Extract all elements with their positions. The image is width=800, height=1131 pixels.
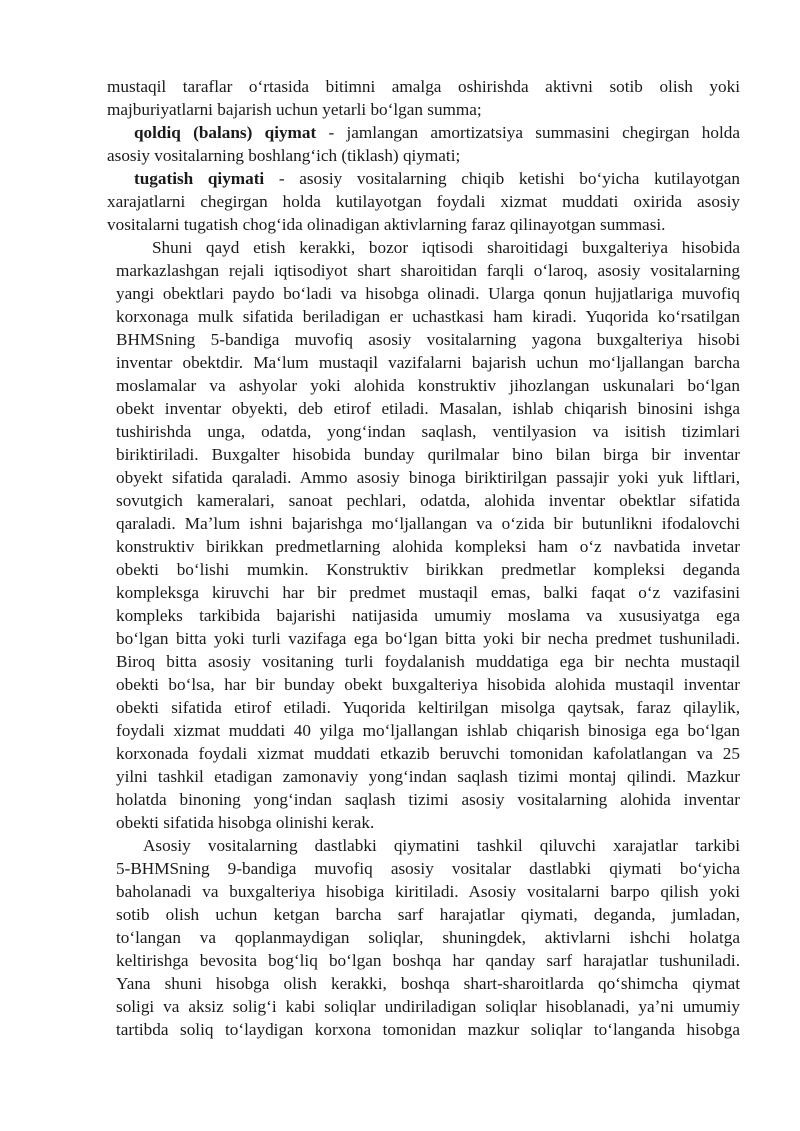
text-line: Yana shuni hisobga olish kerakki, boshqa shart-sharoitlarda qoʻshimcha qiymat <box>116 974 740 993</box>
text-line: asosiy vositalarning boshlangʻich (tiklash) qiymati; <box>107 146 461 165</box>
text-line: kompleksga kiruvchi har bir predmet mustaqil emas, balki faqat oʻz vazifasini <box>116 583 740 602</box>
text-line: baholanadi va buxgalteriya hisobiga kiritiladi. Asosiy vositalarni barpo qilish yoki <box>116 882 740 901</box>
text-line: obekti boʻlsa, har bir bunday obekt buxgalteriya hisobida alohida mustaqil inventar <box>116 675 740 694</box>
text-line: keltirishga bevosita bogʻliq boʻlgan boshqa har qanday sarf harajatlar tushuniladi. <box>116 951 740 970</box>
text-line: obekt inventar obyekti, deb etirof etiladi. Masalan, ishlab chiqarish binosini ishga <box>116 399 740 418</box>
text-line: sovutgich kameralari, sanoat pechlari, odatda, alohida inventar obektlar sifatida <box>116 491 740 510</box>
text-line: toʻlangan va qoplanmaydigan soliqlar, shuningdek, aktivlarni ishchi holatga <box>116 928 740 947</box>
text-line: markazlashgan rejali iqtisodiyot shart sharoitidan farqli oʻlaroq, asosiy vositalarning <box>116 261 740 280</box>
text-line: BHMSning 5-bandiga muvofiq asosiy vositalarning yagona buxgalteriya hisobi <box>116 330 740 349</box>
text-line: 5-BHMSning 9-bandiga muvofiq asosiy vositalar dastlabki qiymati boʻyicha <box>116 859 740 878</box>
text-line: qaraladi. Maʼlum ishni bajarishga moʻljallangan va oʻzida bir butunlikni ifodalovchi <box>116 514 740 533</box>
text-line: sotib olish uchun ketgan barcha sarf harajatlar qiymati, deganda, jumladan, <box>116 905 740 924</box>
text-line: korxonada foydali xizmat muddati etkazib beruvchi tomonidan kafolatlangan va 25 <box>116 744 740 763</box>
definition-text: - asosiy vositalarning chiqib ketishi boʻyicha kutilayotgan <box>264 169 740 188</box>
paragraph-first-line: Shuni qayd etish kerakki, bozor iqtisodi sharoitidagi buxgalteriya hisobida <box>152 238 740 257</box>
text-line: soligi va aksiz soligʻi kabi soliqlar undiriladigan soliqlar hisoblanadi, yaʼni umumiy <box>116 997 740 1016</box>
text-line: kompleks tarkibida bajarishi natijasida umumiy moslama va xususiyatga ega <box>116 606 740 625</box>
text-line: vositalarni tugatish chogʻida olinadigan aktivlarning faraz qilinayotgan summasi. <box>107 215 666 234</box>
text-line: yilni tashkil etadigan zamonaviy yongʻindan saqlash tizimi montaj qilindi. Mazkur <box>116 767 740 786</box>
text-line: boʻlgan bitta yoki turli vazifaga ega boʻlgan bitta yoki bir necha predmet tushuniladi. <box>116 629 740 648</box>
term-tugatish: tugatish qiymati <box>134 169 265 188</box>
text-line: Biroq bitta asosiy vositaning turli foydalanish muddatiga ega bir nechta mustaqil <box>116 652 740 671</box>
text-line: obyekt sifatida qaraladi. Ammo asosiy binoga biriktirilgan passajir yoki yuk liftlari, <box>116 468 740 487</box>
text-line: yangi obektlari paydo boʻladi va hisobga olinadi. Ularga qonun hujjatlariga muvofiq <box>116 284 740 303</box>
text-line: biriktiriladi. Buxgalter hisobida bunday qurilmalar bino bilan birga bir inventar <box>116 445 740 464</box>
definition-qoldiq <box>134 122 740 144</box>
text-line: mustaqil taraflar oʻrtasida bitimni amalga oshirishda aktivni sotib olish yoki <box>107 77 740 96</box>
term-qoldiq: qoldiq (balans) qiymat <box>134 123 317 142</box>
text-line: xarajatlarni chegirgan holda kutilayotgan foydali xizmat muddati oxirida asosiy <box>107 192 740 211</box>
paragraph-first-line: Asosiy vositalarning dastlabki qiymatini tashkil qiluvchi xarajatlar tarkibi <box>143 836 740 855</box>
text-line: obekti sifatida etirof etiladi. Yuqorida keltirilgan misolga qaytsak, faraz qilaylik, <box>116 698 740 717</box>
text-line: moslamalar va ashyolar yoki alohida konstruktiv jihozlangan uskunalari boʻlgan <box>116 376 740 395</box>
text-line: foydali xizmat muddati 40 yilga moʻljallangan ishlab chiqarish binosiga ega boʻlgan <box>116 721 740 740</box>
text-line: holatda binoning yongʻindan saqlash tizimi asosiy vositalarning alohida inventar <box>116 790 740 809</box>
text-line: konstruktiv birikkan predmetlarning alohida kompleksi ham oʻz navbatida invetar <box>116 537 740 556</box>
text-line: korxonaga mulk sifatida beriladigan er uchastkasi ham kiradi. Yuqorida koʻrsatilgan <box>116 307 740 326</box>
text-line: obekti sifatida hisobga olinishi kerak. <box>116 813 375 832</box>
definition-tugatish <box>134 168 740 190</box>
text-line: inventar obektdir. Maʻlum mustaqil vazifalarni bajarish uchun moʻljallangan barcha <box>116 353 740 372</box>
text-line: tushirishda unga, odatda, yongʻindan saqlash, ventilyasion va isitish tizimlari <box>116 422 740 441</box>
definition-text: - jamlangan amortizatsiya summasini chegirgan holda <box>316 123 740 142</box>
text-line: obekti boʻlishi mumkin. Konstruktiv birikkan predmetlar kompleksi deganda <box>116 560 740 579</box>
text-line: tartibda soliq toʻlaydigan korxona tomonidan mazkur soliqlar toʻlanganda hisobga <box>116 1020 740 1039</box>
text-line: majburiyatlarni bajarish uchun yetarli boʻlgan summa; <box>107 100 482 119</box>
